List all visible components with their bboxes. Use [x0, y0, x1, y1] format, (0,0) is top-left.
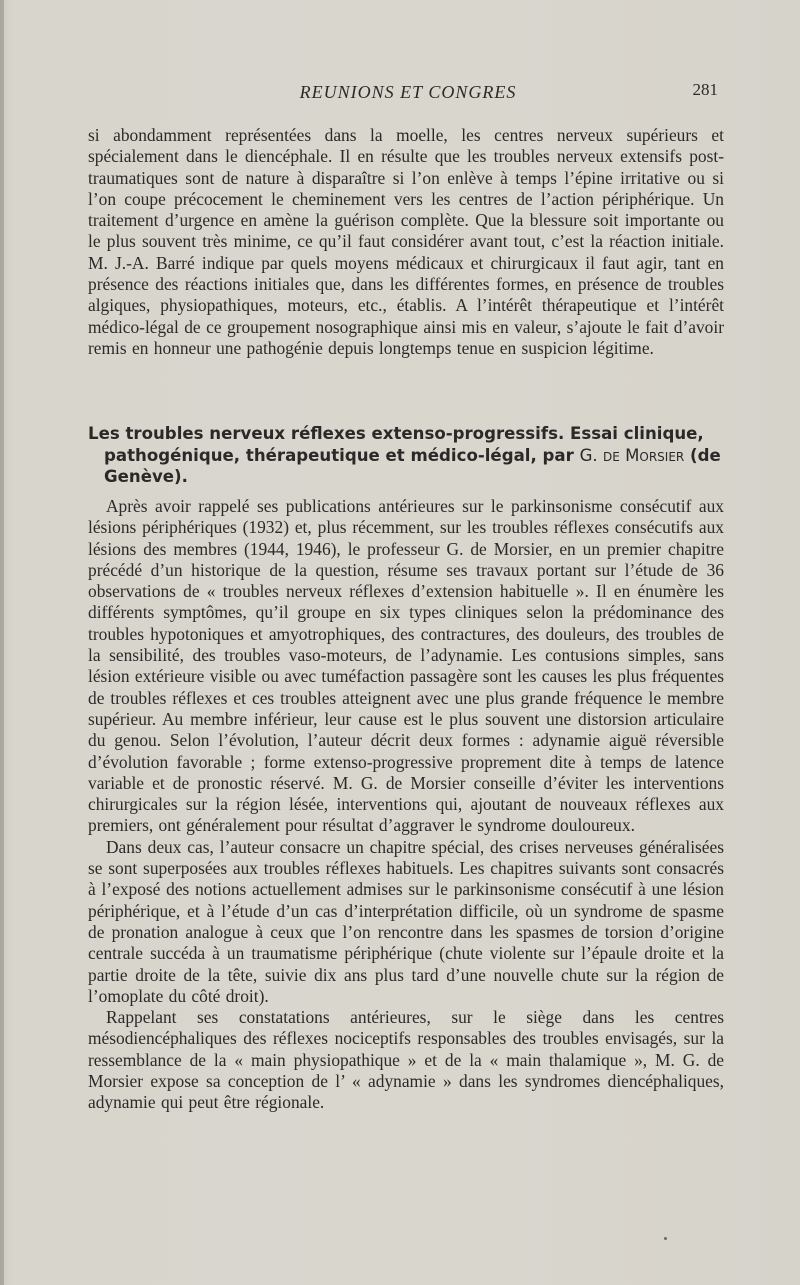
- section-heading-suffix: (de Genève).: [104, 445, 721, 486]
- section-heading: [88, 423, 724, 488]
- page-number: 281: [692, 80, 718, 99]
- body-paragraph-3: Rappelant ses constatations antérieures, sur le siège dans les centres mésodiencéphaliques des réflexes nociceptifs responsables des troubles envisagés, sur la ressemblance de la « main physiopathique » et de la « main thalamique », M. G. de Morsier expose sa conception de l’ « adynamie » dans les syndromes diencéphaliques, adynamie qui peut être régionale.: [88, 1007, 724, 1113]
- ink-speck: [664, 1237, 667, 1240]
- opening-paragraph: si abondamment représentées dans la moelle, les centres nerveux supérieurs et spécialement dans le diencéphale. Il en résulte que les troubles nerveux extensifs post-traumatiques sont de nature à disparaître si l’on enlève à temps l’épine irritative ou si l’on coupe précocement le cheminement vers les centres de l’action périphérique. Un traitement d’urgence en amène la guérison complète. Que la blessure soit importante ou le plus souvent très minime, ce qu’il faut considérer avant tout, c’est la réaction initiale. M. J.-A. Barré indique par quels moyens médicaux et chirurgicaux il faut agir, tant en présence des réactions initiales que, dans les différentes formes, en présence de troubles algiques, physiopathiques, moteurs, etc., établis. A l’intérêt thérapeutique et l’intérêt médico-légal de ce groupement nosographique ainsi mis en valeur, s’ajoute le fait d’avoir remis en honneur une pathogénie depuis longtemps tenue en suspicion légitime.: [88, 125, 724, 358]
- body-paragraph-2: Dans deux cas, l’auteur consacre un chapitre spécial, des crises nerveuses généralisées se sont superposées aux troubles réflexes habituels. Les chapitres suivants sont consacrés à l’exposé des notions actuellement admises sur le parkinsonisme consécutif à une lésion périphérique, et à l’étude d’un cas d’interprétation difficile, où un syndrome de spasme de pronation analogue à ceux que l’on rencontre dans les spasmes de torsion d’origine centrale succéda à un traumatisme périphérique (chute violente sur l’épaule droite et la partie droite de la tête, suivie dix ans plus tard d’une nouvelle chute sur la région de l’omoplate du côté droit).: [88, 836, 724, 1006]
- section-body: [88, 496, 724, 1114]
- section-heading-title: Les troubles nerveux réflexes extenso-progressifs. Essai clinique, pathogénique, thérapeutique et médico-légal, par: [88, 424, 704, 465]
- body-paragraph-1: Après avoir rappelé ses publications antérieures sur le parkinsonisme consécutif aux lésions périphériques (1932) et, plus récemment, sur les troubles réflexes consécutifs aux lésions des membres (1944, 1946), le professeur G. de Morsier, en un premier chapitre précédé d’un historique de la question, résume ses travaux portant sur l’étude de 36 observations de « troubles nerveux réflexes d’extension habituelle ». Il en énumère les différents symptômes, qu’il groupe en six types cliniques selon la prédominance des troubles hypotoniques et amyotrophiques, des contractures, des douleurs, des troubles de la sensibilité, des troubles vaso-moteurs, de l’adynamie. Les contusions simples, sans lésion extérieure visible ou avec tuméfaction passagère sont les causes les plus fréquentes de troubles réflexes et ces troubles atteignent avec une plus grande fréquence le membre supérieur. Au membre inférieur, leur cause est le plus souvent une distorsion articulaire du genou. Selon l’évolution, l’auteur décrit deux formes : adynamie aiguë réversible d’évolution favorable ; forme extenso-progressive proprement dite à temps de latence variable et de pronostic réservé. M. G. de Morsier conseille d’éviter les interventions chirurgicales sur la région lésée, interventions qui, ajoutant de nouveaux réflexes aux premiers, ont généralement pour résultat d’aggraver le syndrome douloureux.: [88, 496, 724, 836]
- running-header: [88, 80, 728, 108]
- running-title: REUNIONS ET CONGRES: [299, 82, 517, 102]
- binding-gutter: [0, 0, 4, 1285]
- section-heading-author: G. de Morsier: [579, 445, 685, 465]
- opening-paragraph-block: [88, 125, 724, 359]
